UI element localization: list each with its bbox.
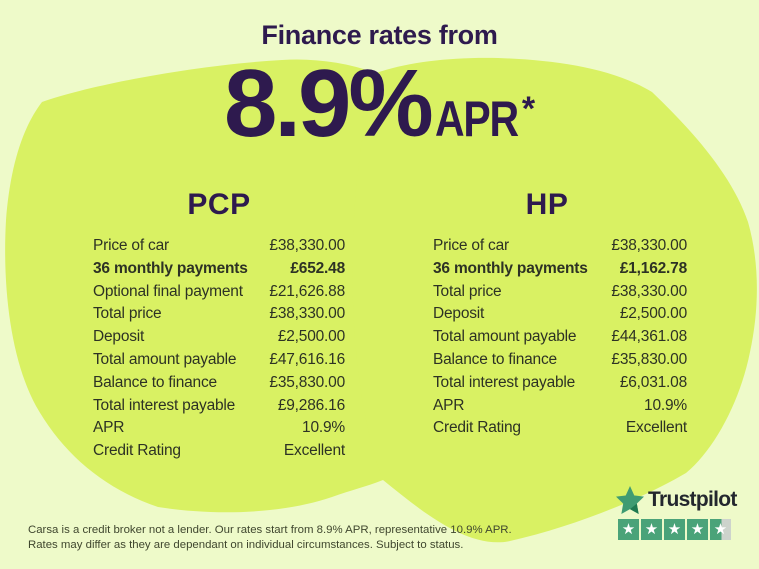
row-value: £38,330.00 <box>269 305 345 323</box>
row-value: £9,286.16 <box>277 396 345 414</box>
table-row <box>93 283 345 306</box>
pcp-finance-table <box>93 188 345 465</box>
star-icon: ★ <box>687 519 708 540</box>
row-value: £2,500.00 <box>277 328 345 346</box>
pcp-title: PCP <box>187 188 251 221</box>
star-half-icon: ★ <box>710 519 731 540</box>
table-row <box>433 237 687 260</box>
table-row <box>433 260 687 283</box>
table-row <box>93 442 345 465</box>
trustpilot-rating-stars <box>618 519 737 540</box>
table-row <box>433 419 687 442</box>
disclaimer-line-1: Carsa is a credit broker not a lender. Our rates start from 8.9% APR, representative 10.9% APR. <box>28 524 512 536</box>
table-row <box>93 237 345 260</box>
row-label: APR <box>433 396 465 414</box>
row-label: Credit Rating <box>93 442 181 460</box>
row-label: Credit Rating <box>433 419 521 437</box>
row-value: £47,616.16 <box>269 350 345 368</box>
trustpilot-logo-row <box>616 486 737 514</box>
table-row <box>93 328 345 351</box>
row-value: £6,031.08 <box>619 373 687 391</box>
table-row <box>93 351 345 374</box>
star-icon: ★ <box>641 519 662 540</box>
hp-finance-table <box>433 188 687 442</box>
disclaimer-line-2: Rates may differ as they are dependant on individual circumstances. Subject to status. <box>28 538 464 551</box>
row-label: Deposit <box>433 305 485 323</box>
apr-label: APR <box>434 91 518 147</box>
table-row <box>433 374 687 397</box>
table-row <box>433 283 687 306</box>
row-label: Balance to finance <box>93 373 217 391</box>
table-row <box>433 328 687 351</box>
table-row <box>433 351 687 374</box>
table-row <box>93 305 345 328</box>
row-label: Total interest payable <box>433 373 576 391</box>
hp-title: HP <box>525 188 569 221</box>
trustpilot-star-icon <box>616 486 644 514</box>
headline-eyebrow: Finance rates from <box>261 20 498 50</box>
headline-rate-line <box>0 50 759 157</box>
row-label: Price of car <box>93 237 169 254</box>
row-value: £1,162.78 <box>619 259 687 277</box>
row-value: £35,830.00 <box>269 373 345 391</box>
row-value: £44,361.08 <box>611 328 687 346</box>
table-row <box>93 419 345 442</box>
row-value: Excellent <box>625 419 687 437</box>
row-label: 36 monthly payments <box>93 259 248 277</box>
table-row <box>433 305 687 328</box>
star-icon: ★ <box>618 519 639 540</box>
legal-disclaimer <box>28 523 593 553</box>
row-label: Price of car <box>433 237 509 254</box>
row-label: Total amount payable <box>93 350 237 368</box>
row-value: £2,500.00 <box>619 305 687 323</box>
row-label: Optional final payment <box>93 282 243 300</box>
trustpilot-wordmark: Trustpilot <box>648 488 737 511</box>
row-value: £38,330.00 <box>611 282 687 300</box>
row-label: Total price <box>433 282 502 300</box>
row-value: £38,330.00 <box>611 237 687 254</box>
star-icon: ★ <box>664 519 685 540</box>
row-value: £38,330.00 <box>269 237 345 254</box>
row-label: Deposit <box>93 328 145 346</box>
row-value: 10.9% <box>302 419 345 437</box>
row-value: £35,830.00 <box>611 350 687 368</box>
table-row <box>93 397 345 420</box>
row-value: Excellent <box>283 442 345 460</box>
row-value: 10.9% <box>644 396 687 414</box>
row-label: APR <box>93 419 125 437</box>
row-value: £652.48 <box>290 259 345 277</box>
row-label: Total price <box>93 305 162 323</box>
rate-value: 8.9% <box>223 50 431 157</box>
row-label: Total amount payable <box>433 328 577 346</box>
table-row <box>433 397 687 420</box>
trustpilot-badge[interactable] <box>616 486 737 540</box>
table-row <box>93 374 345 397</box>
apr-asterisk: * <box>521 90 536 128</box>
row-label: 36 monthly payments <box>433 259 588 277</box>
row-value: £21,626.88 <box>269 282 345 300</box>
table-row <box>93 260 345 283</box>
row-label: Total interest payable <box>93 396 236 414</box>
row-label: Balance to finance <box>433 350 557 368</box>
